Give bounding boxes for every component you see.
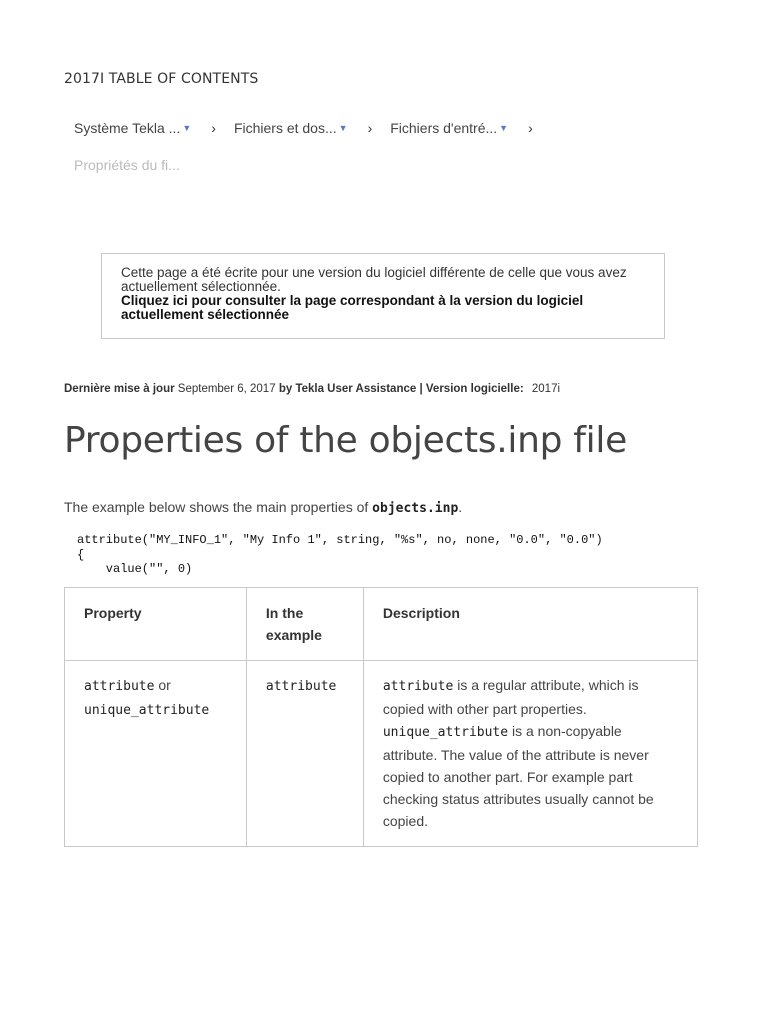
breadcrumb-label: Fichiers d'entré...	[390, 120, 498, 136]
cell-property	[65, 661, 247, 847]
breadcrumb-item-fichiers-dossiers[interactable]	[234, 120, 348, 136]
breadcrumb-item-fichiers-entree[interactable]	[390, 120, 508, 136]
description-code: attribute	[382, 679, 454, 694]
version-notice	[101, 253, 665, 339]
breadcrumb-item-systeme-tekla[interactable]	[74, 120, 191, 136]
breadcrumb-label: Système Tekla ...	[74, 120, 181, 136]
breadcrumb-current: Propriétés du fi...	[74, 157, 180, 173]
toc-title[interactable]: 2017I TABLE OF CONTENTS	[64, 71, 259, 87]
breadcrumb-label: Fichiers et dos...	[233, 120, 337, 136]
properties-table	[64, 587, 698, 847]
table-row	[65, 661, 698, 847]
description-text: is a non-copyable attribute. The value of the attribute is never copied to another part. For example part checking status attributes usually cannot be copied.	[382, 723, 654, 829]
breadcrumb	[74, 120, 551, 136]
cell-description	[363, 661, 697, 847]
caret-down-icon[interactable]: ▼	[182, 123, 192, 133]
caret-down-icon[interactable]: ▼	[338, 123, 348, 133]
meta-separator: |	[419, 383, 423, 395]
chevron-right-icon: ›	[528, 120, 533, 136]
property-code: attribute	[84, 679, 155, 694]
code-example: attribute("MY_INFO_1", "My Info 1", string, "%s", no, none, "0.0", "0.0") { value("", 0)	[77, 533, 603, 576]
chevron-right-icon: ›	[211, 120, 216, 136]
intro-filename: objects.inp	[372, 501, 459, 516]
description-text: is a regular attribute, which is copied with other part properties.	[382, 677, 639, 717]
intro-end: .	[458, 499, 463, 515]
version-switch-link[interactable]: Cliquez ici pour consulter la page correspondant à la version du logiciel actuellement sélectionnée	[121, 293, 584, 322]
cell-example	[246, 661, 363, 847]
intro-text: The example below shows the main properties of	[64, 499, 369, 515]
example-code: attribute	[265, 679, 337, 694]
updated-date: September 6, 2017	[177, 383, 276, 395]
page-meta	[64, 383, 560, 395]
property-or: or	[158, 677, 171, 693]
property-code: unique_attribute	[84, 703, 210, 718]
header-property: Property	[65, 588, 247, 661]
page-title: Properties of the objects.inp file	[64, 420, 627, 461]
version-notice-text: Cette page a été écrite pour une version du logiciel différente de celle que vous avez actuellement sélectionnée.	[121, 265, 627, 294]
intro-paragraph	[64, 499, 462, 516]
header-in-the-example: In the example	[246, 588, 363, 661]
author: Tekla User Assistance	[295, 383, 417, 395]
version-label: Version logicielle:	[425, 383, 524, 395]
caret-down-icon[interactable]: ▼	[499, 123, 509, 133]
description-code: unique_attribute	[382, 725, 509, 740]
version-value: 2017i	[531, 383, 561, 395]
header-description: Description	[363, 588, 697, 661]
by-label: by	[278, 383, 293, 395]
updated-label: Dernière mise à jour	[64, 383, 175, 395]
table-header-row	[65, 588, 698, 661]
chevron-right-icon: ›	[367, 120, 373, 136]
